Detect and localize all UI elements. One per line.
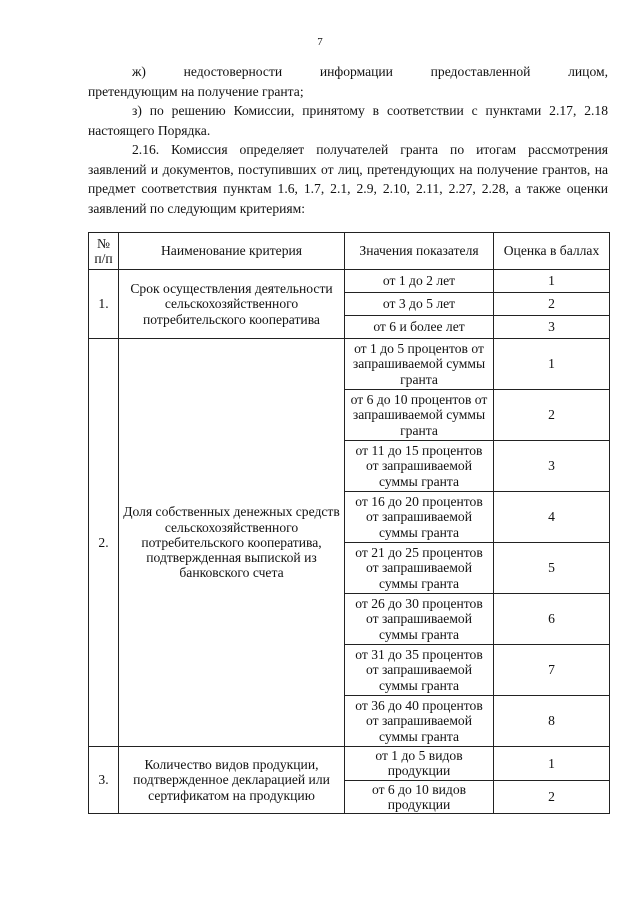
score-value: 8 bbox=[494, 696, 610, 747]
page-number: 7 bbox=[317, 36, 323, 48]
indicator-value: от 36 до 40 процентов от запрашиваемой суммы гранта bbox=[345, 696, 494, 747]
score-value: 3 bbox=[494, 316, 610, 339]
indicator-value: от 6 до 10 процентов от запрашиваемой суммы гранта bbox=[345, 390, 494, 441]
score-value: 6 bbox=[494, 594, 610, 645]
table-row bbox=[89, 270, 610, 293]
criterion-name: Доля собственных денежных средств сельскохозяйственного потребительского кооператива, подтвержденная выпиской из банковского счета bbox=[119, 339, 345, 747]
indicator-value: от 6 до 10 видов продукции bbox=[345, 780, 494, 814]
criterion-number: 3. bbox=[89, 747, 119, 814]
criterion-name: Количество видов продукции, подтвержденное декларацией или сертификатом на продукцию bbox=[119, 747, 345, 814]
paragraph-z: з) по решению Комиссии, принятому в соответствии с пунктами 2.17, 2.18 настоящего Порядка. bbox=[88, 103, 608, 138]
indicator-value: от 21 до 25 процентов от запрашиваемой суммы гранта bbox=[345, 543, 494, 594]
table-header-row bbox=[89, 233, 610, 270]
table-row bbox=[89, 339, 610, 390]
score-value: 1 bbox=[494, 747, 610, 781]
header-criterion-name: Наименование критерия bbox=[119, 233, 345, 270]
header-number: № п/п bbox=[89, 233, 119, 270]
indicator-value: от 26 до 30 процентов от запрашиваемой суммы гранта bbox=[345, 594, 494, 645]
paragraph-zh-line2: претендующим на получение гранта; bbox=[88, 83, 304, 99]
paragraph-2-16: 2.16. Комиссия определяет получателей гранта по итогам рассмотрения заявлений и документов, поступивших от лиц, претендующих на получение грантов, на предмет соответствия пунктам 1.6, 1.7, 2.1, 2.9, 2.10, 2.11, 2.27, 2.28, а также оценки заявлений по следующим критериям: bbox=[88, 142, 608, 216]
criterion-number: 1. bbox=[89, 270, 119, 339]
indicator-value: от 31 до 35 процентов от запрашиваемой суммы гранта bbox=[345, 645, 494, 696]
document-body bbox=[88, 62, 608, 218]
header-score: Оценка в баллах bbox=[494, 233, 610, 270]
indicator-value: от 1 до 2 лет bbox=[345, 270, 494, 293]
score-value: 2 bbox=[494, 293, 610, 316]
score-value: 4 bbox=[494, 492, 610, 543]
indicator-value: от 3 до 5 лет bbox=[345, 293, 494, 316]
score-value: 2 bbox=[494, 390, 610, 441]
paragraph-zh-line1: ж) недостоверности информации предоставленной лицом, bbox=[132, 64, 608, 79]
header-indicator-value: Значения показателя bbox=[345, 233, 494, 270]
criterion-number: 2. bbox=[89, 339, 119, 747]
indicator-value: от 1 до 5 видов продукции bbox=[345, 747, 494, 781]
criterion-name: Срок осуществления деятельности сельскохозяйственного потребительского кооператива bbox=[119, 270, 345, 339]
score-value: 2 bbox=[494, 780, 610, 814]
criteria-table bbox=[88, 232, 610, 814]
score-value: 5 bbox=[494, 543, 610, 594]
indicator-value: от 6 и более лет bbox=[345, 316, 494, 339]
indicator-value: от 1 до 5 процентов от запрашиваемой суммы гранта bbox=[345, 339, 494, 390]
table-row bbox=[89, 747, 610, 781]
score-value: 1 bbox=[494, 339, 610, 390]
indicator-value: от 16 до 20 процентов от запрашиваемой суммы гранта bbox=[345, 492, 494, 543]
score-value: 1 bbox=[494, 270, 610, 293]
score-value: 3 bbox=[494, 441, 610, 492]
indicator-value: от 11 до 15 процентов от запрашиваемой суммы гранта bbox=[345, 441, 494, 492]
score-value: 7 bbox=[494, 645, 610, 696]
